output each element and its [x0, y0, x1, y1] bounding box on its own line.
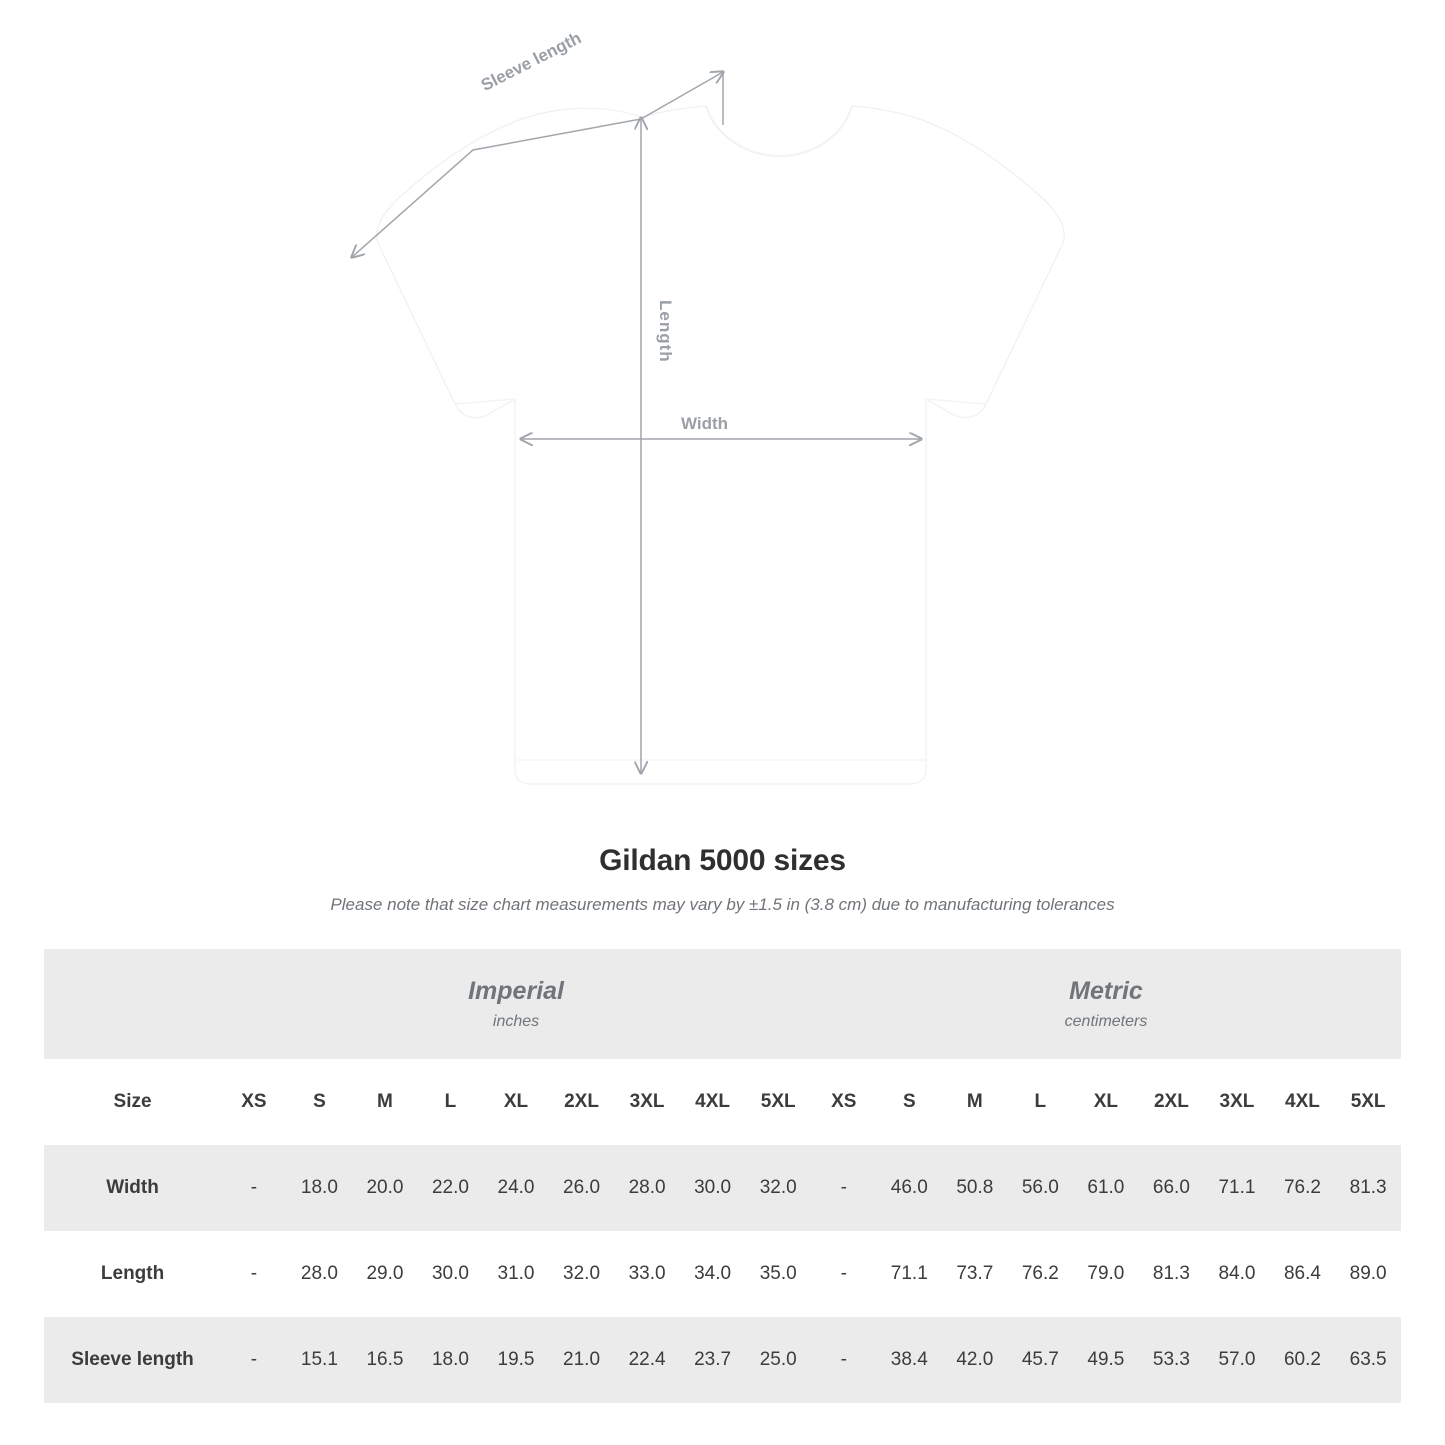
cell-sleeve-imperial-m: 16.5: [352, 1317, 418, 1403]
cell-length-imperial-xl: 31.0: [483, 1231, 549, 1317]
size-header-imperial-2xl: 2XL: [549, 1059, 615, 1145]
cell-sleeve-metric-4xl: 60.2: [1270, 1317, 1336, 1403]
cell-width-imperial-5xl: 32.0: [745, 1145, 811, 1231]
size-table: [44, 949, 1401, 1403]
cell-width-metric-m: 50.8: [942, 1145, 1008, 1231]
cell-width-imperial-m: 20.0: [352, 1145, 418, 1231]
cell-length-imperial-xs: -: [221, 1231, 287, 1317]
cell-sleeve-imperial-2xl: 21.0: [549, 1317, 615, 1403]
cell-length-imperial-m: 29.0: [352, 1231, 418, 1317]
cell-width-metric-2xl: 66.0: [1139, 1145, 1205, 1231]
cell-width-imperial-xs: -: [221, 1145, 287, 1231]
size-table-wrap: [44, 949, 1401, 1403]
table-row: [44, 1317, 1401, 1403]
unit-metric-name: Metric: [1069, 977, 1143, 1005]
cell-length-imperial-s: 28.0: [287, 1231, 353, 1317]
unit-corner-cell: [44, 949, 221, 1059]
cell-length-metric-m: 73.7: [942, 1231, 1008, 1317]
cell-sleeve-imperial-xs: -: [221, 1317, 287, 1403]
width-label: Width: [681, 414, 729, 433]
size-header-imperial-m: M: [352, 1059, 418, 1145]
cell-length-metric-xs: -: [811, 1231, 877, 1317]
size-header-imperial-3xl: 3XL: [614, 1059, 680, 1145]
unit-header-row: [44, 949, 1401, 1059]
unit-imperial-sub: inches: [492, 1013, 540, 1030]
size-header-metric-m: M: [942, 1059, 1008, 1145]
cell-width-imperial-2xl: 26.0: [549, 1145, 615, 1231]
size-header-imperial-s: S: [287, 1059, 353, 1145]
cell-sleeve-metric-2xl: 53.3: [1139, 1317, 1205, 1403]
tshirt-shape: [377, 106, 1065, 784]
size-header-metric-l: L: [1008, 1059, 1074, 1145]
cell-width-imperial-s: 18.0: [287, 1145, 353, 1231]
cell-width-imperial-3xl: 28.0: [614, 1145, 680, 1231]
cell-sleeve-imperial-l: 18.0: [418, 1317, 484, 1403]
size-header-metric-2xl: 2XL: [1139, 1059, 1205, 1145]
cell-length-metric-4xl: 86.4: [1270, 1231, 1336, 1317]
cell-sleeve-metric-3xl: 57.0: [1204, 1317, 1270, 1403]
cell-sleeve-imperial-5xl: 25.0: [745, 1317, 811, 1403]
cell-length-imperial-5xl: 35.0: [745, 1231, 811, 1317]
row-label-width: Width: [44, 1145, 221, 1231]
size-header-label: Size: [44, 1059, 221, 1145]
cell-length-metric-2xl: 81.3: [1139, 1231, 1205, 1317]
cell-length-imperial-3xl: 33.0: [614, 1231, 680, 1317]
unit-imperial-cell: [221, 949, 811, 1059]
table-row: [44, 1145, 1401, 1231]
unit-metric-cell: [811, 949, 1401, 1059]
cell-width-metric-l: 56.0: [1008, 1145, 1074, 1231]
sleeve-length-label: Sleeve length: [478, 28, 585, 95]
cell-sleeve-imperial-xl: 19.5: [483, 1317, 549, 1403]
table-row: [44, 1231, 1401, 1317]
size-header-metric-3xl: 3XL: [1204, 1059, 1270, 1145]
tolerance-note: Please note that size chart measurements may vary by ±1.5 in (3.8 cm) due to manufacturing tolerances: [330, 895, 1115, 914]
length-label: Length: [656, 300, 675, 363]
cell-length-imperial-4xl: 34.0: [680, 1231, 746, 1317]
cell-width-imperial-4xl: 30.0: [680, 1145, 746, 1231]
cell-width-imperial-xl: 24.0: [483, 1145, 549, 1231]
size-header-imperial-xl: XL: [483, 1059, 549, 1145]
size-header-metric-4xl: 4XL: [1270, 1059, 1336, 1145]
row-label-sleeve-length: Sleeve length: [44, 1317, 221, 1403]
cell-length-imperial-2xl: 32.0: [549, 1231, 615, 1317]
size-header-metric-s: S: [877, 1059, 943, 1145]
cell-sleeve-metric-m: 42.0: [942, 1317, 1008, 1403]
cell-width-metric-3xl: 71.1: [1204, 1145, 1270, 1231]
size-header-metric-xl: XL: [1073, 1059, 1139, 1145]
page-title: Gildan 5000 sizes: [599, 844, 846, 877]
size-header-imperial-xs: XS: [221, 1059, 287, 1145]
cell-length-metric-5xl: 89.0: [1335, 1231, 1401, 1317]
cell-sleeve-imperial-4xl: 23.7: [680, 1317, 746, 1403]
cell-length-metric-l: 76.2: [1008, 1231, 1074, 1317]
cell-width-metric-xl: 61.0: [1073, 1145, 1139, 1231]
cell-width-metric-5xl: 81.3: [1335, 1145, 1401, 1231]
size-header-imperial-5xl: 5XL: [745, 1059, 811, 1145]
cell-width-metric-4xl: 76.2: [1270, 1145, 1336, 1231]
unit-imperial-name: Imperial: [468, 977, 564, 1005]
cell-width-metric-s: 46.0: [877, 1145, 943, 1231]
cell-width-metric-xs: -: [811, 1145, 877, 1231]
cell-width-imperial-l: 22.0: [418, 1145, 484, 1231]
size-header-metric-5xl: 5XL: [1335, 1059, 1401, 1145]
cell-sleeve-metric-5xl: 63.5: [1335, 1317, 1401, 1403]
cell-length-metric-xl: 79.0: [1073, 1231, 1139, 1317]
row-label-length: Length: [44, 1231, 221, 1317]
cell-sleeve-metric-s: 38.4: [877, 1317, 943, 1403]
unit-metric-sub: centimeters: [1064, 1013, 1148, 1030]
size-header-metric-xs: XS: [811, 1059, 877, 1145]
cell-length-metric-3xl: 84.0: [1204, 1231, 1270, 1317]
size-header-imperial-l: L: [418, 1059, 484, 1145]
cell-sleeve-metric-xl: 49.5: [1073, 1317, 1139, 1403]
title-block: [0, 844, 1445, 915]
cell-sleeve-imperial-s: 15.1: [287, 1317, 353, 1403]
cell-sleeve-metric-xs: -: [811, 1317, 877, 1403]
cell-sleeve-metric-l: 45.7: [1008, 1317, 1074, 1403]
cell-length-imperial-l: 30.0: [418, 1231, 484, 1317]
size-header-row: [44, 1059, 1401, 1145]
size-header-imperial-4xl: 4XL: [680, 1059, 746, 1145]
cell-sleeve-imperial-3xl: 22.4: [614, 1317, 680, 1403]
cell-length-metric-s: 71.1: [877, 1231, 943, 1317]
